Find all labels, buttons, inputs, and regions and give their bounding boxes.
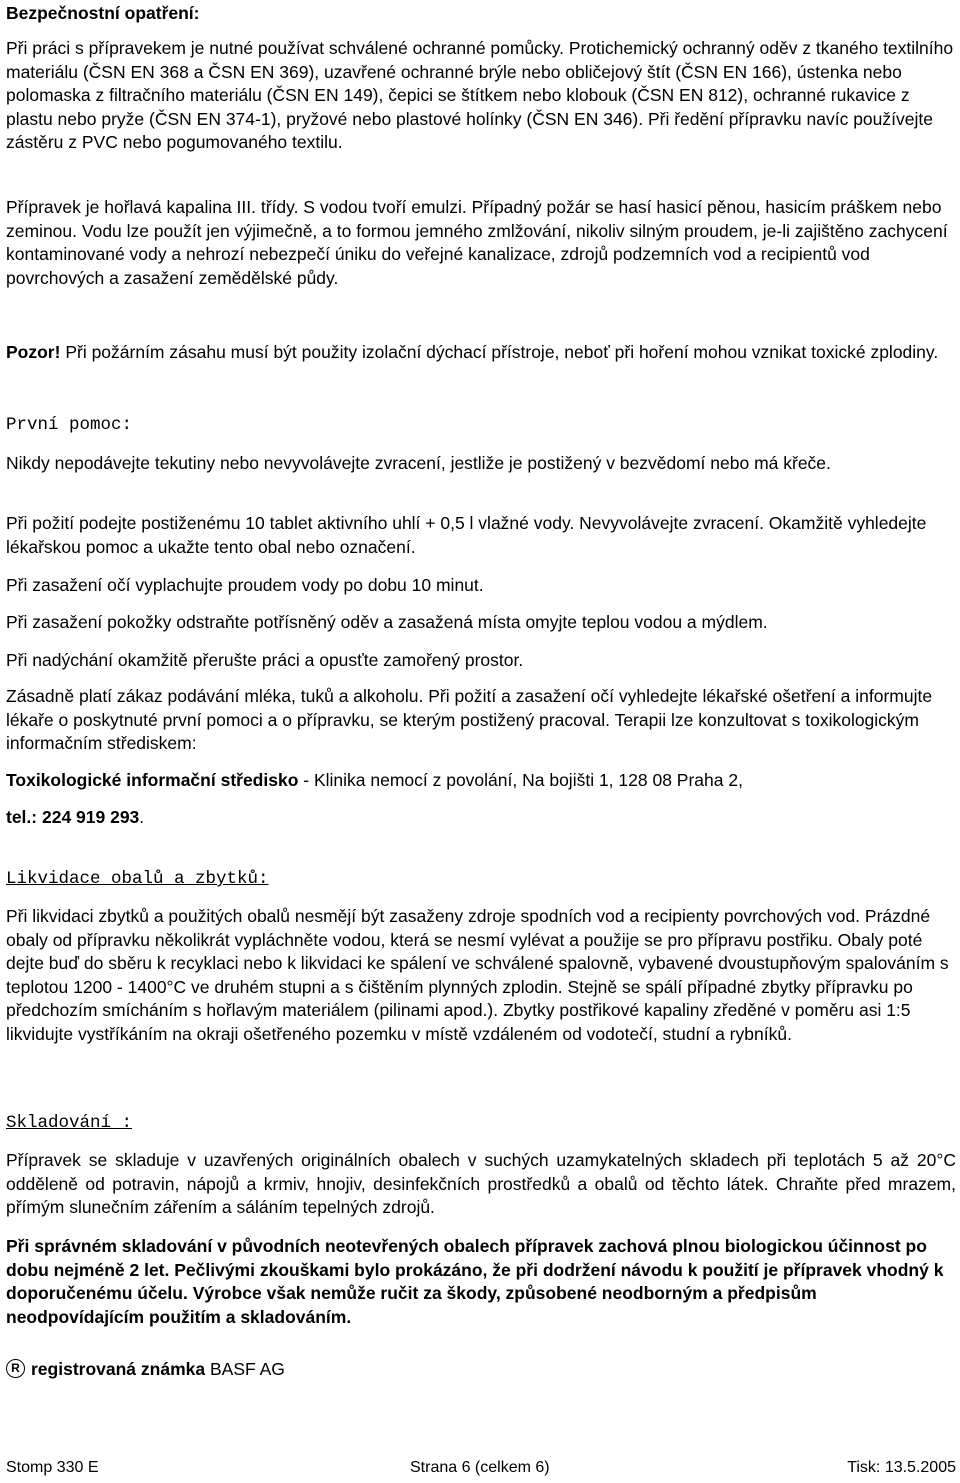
trademark-owner: BASF AG: [205, 1359, 285, 1379]
section-heading-first-aid: První pomoc:: [6, 415, 133, 435]
phone-number: tel.: 224 919 293: [6, 807, 140, 827]
toxicology-center-name: Toxikologické informační středisko: [6, 770, 299, 790]
warning-label: Pozor!: [6, 342, 61, 362]
first-aid-paragraph-4: Při zasažení pokožky odstraňte potřísněný oděv a zasažená místa omyjte teplou vodou a mýdlem.: [6, 612, 768, 632]
first-aid-paragraph-5: Při nadýchání okamžitě přerušte práci a opusťte zamořený prostor.: [6, 650, 524, 670]
first-aid-paragraph-6: Zásadně platí zákaz podávání mléka, tuků a alkoholu. Při požití a zasažení očí vyhledejte lékařské ošetření a informujte lékaře o poskytnuté první pomoci a o přípravku, se kterým postižený pracoval. Terapii lze konzultovat s toxikologickým informačním střediskem:: [6, 686, 933, 754]
fire-water-text: Vodu lze použít jen výjimečně, a to formou jemného zmlžování, nikoliv silným proudem, je-li zajištěno zachycení kontaminované vody a nehrozí nebezpečí úniku do veřejné kanalizace, zdrojů podzemních vod a recipientů vod povrchových a zasažení zemědělské půdy.: [6, 220, 948, 288]
section-heading-safety: Bezpečnostní opatření:: [6, 3, 200, 23]
registered-trademark-icon: R: [6, 1359, 25, 1378]
first-aid-paragraph-2: Při požití podejte postiženému 10 tablet aktivního uhlí + 0,5 l vlažné vody. Nevyvolávejte zvracení. Okamžitě vyhledejte lékařskou pomoc a ukažte tento obal nebo označení.: [6, 513, 927, 557]
phone-period: .: [139, 807, 145, 827]
trademark-label: registrovaná známka: [31, 1359, 206, 1379]
warning-text: Při požárním zásahu musí být použity izolační dýchací přístroje, neboť při hoření mohou vznikat toxické zplodiny.: [60, 342, 939, 362]
page-footer: [6, 1456, 956, 1478]
toxicology-phone: [6, 806, 956, 830]
first-aid-paragraph-3: Při zasažení očí vyplachujte proudem vody po dobu 10 minut.: [6, 575, 484, 595]
safety-fire-paragraph: [6, 196, 956, 290]
section-heading-disposal: Likvidace obalů a zbytků:: [6, 869, 269, 889]
section-heading-storage: Skladování :: [6, 1113, 133, 1133]
safety-warning-paragraph: [6, 341, 956, 365]
toxicology-center-address: - Klinika nemocí z povolání, Na bojišti 1, 128 08 Praha 2,: [298, 770, 743, 790]
footer-print-date: Tisk: 13.5.2005: [847, 1459, 956, 1476]
storage-paragraph-1: Přípravek se skladuje v uzavřených originálních obalech v suchých uzamykatelných skladech při teplotách 5 až 20°C odděleně od potravin, nápojů a krmiv, hnojiv, desinfekčních prostředků a obalů od těchto látek. Chraňte před mrazem, přímým slunečním zářením a sáláním tepelných zdrojů.: [6, 1150, 956, 1218]
disposal-paragraph: Při likvidaci zbytků a použitých obalů nesmějí být zasaženy zdroje spodních vod a recipienty povrchových vod. Prázdné obaly od přípravku několikrát vypláchněte vodou, která se nesmí vylévat a použije se pro přípravu postřiku. Obaly poté dejte buď do sběru k recyklaci nebo k likvidaci ke spálení ve schválené spalovně, vybavené dvoustupňovým spalováním s teplotou 1200 - 1400°C ve druhém stupni a s čištěním plynných zplodin. Stejně se spálí případné zbytky přípravku po předchozím smícháním s hořlavým materiálem (pilinami apod.). Zbytky postřikové kapaliny zředěné v poměru asi 1:5 likvidujte vystříkáním na okraji ošetřeného pozemku v místě vzdáleném od vodotečí, studní a rybníků.: [6, 906, 949, 1044]
footer-product: Stomp 330 E: [6, 1459, 99, 1476]
safety-ppe-paragraph: Při práci s přípravekem je nutné používat schválené ochranné pomůcky. Protichemický ochranný oděv z tkaného textilního materiálu (ČSN EN 368 a ČSN EN 369), uzavřené ochranné brýle nebo obličejový štít (ČSN EN 166), ústenka nebo polomaska z filtračního materiálu (ČSN EN 149), čepici se štítkem nebo klobouk (ČSN EN 812), ochranné rukavice z plastu nebo pryže (ČSN EN 374-1), pryžové nebo plastové holínky (ČSN EN 346). Při ředění přípravku navíc používejte zástěru z PVC nebo pogumovaného textilu.: [6, 38, 954, 153]
storage-paragraph-2: Při správném skladování v původních neotevřených obalech přípravek zachová plnou biologickou účinnost po dobu nejméně 2 let. Pečlivými zkouškami bylo prokázáno, že při dodržení návodu k použití je přípravek vhodný k doporučenému účelu. Výrobce však nemůže ručit za škody, způsobené neodborným a předpisům neodpovídajícím použitím a skladováním.: [6, 1236, 944, 1327]
trademark-line: [6, 1358, 956, 1382]
footer-page-number: Strana 6 (celkem 6): [410, 1459, 550, 1476]
fire-class-text: Přípravek je hořlavá kapalina III. třídy. S vodou tvoří emulzi. Případný požár se hasí hasicí pěnou, hasicím práškem nebo zeminou.: [6, 197, 942, 241]
first-aid-paragraph-1: Nikdy nepodávejte tekutiny nebo nevyvolávejte zvracení, jestliže je postižený v bezvědomí nebo má křeče.: [6, 453, 831, 473]
toxicology-center: [6, 769, 956, 793]
